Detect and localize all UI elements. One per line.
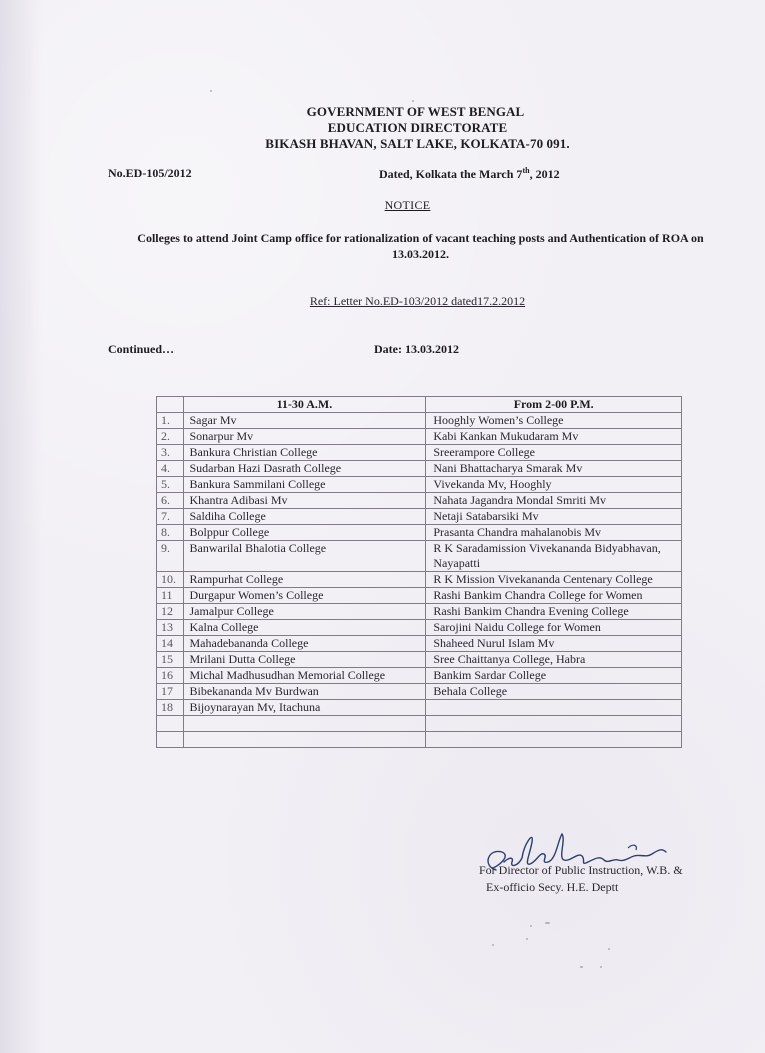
serial-number-cell: 7. [157,509,184,525]
table-row [157,604,682,620]
morning-college-cell: Rampurhat College [183,572,426,588]
serial-number-cell: 13 [157,620,184,636]
schedule-table-body [157,413,682,748]
signature-designation: For Director of Public Instruction, W.B. & [479,863,683,877]
serial-number-cell: 2. [157,429,184,445]
table-row [157,716,682,732]
morning-college-cell: Bankura Christian College [183,445,426,461]
afternoon-college-cell: Nani Bhattacharya Smarak Mv [426,461,682,477]
paper-speck [608,948,610,950]
morning-college-cell: Jamalpur College [183,604,426,620]
serial-number-cell: 12 [157,604,184,620]
morning-college-cell: Kalna College [183,620,426,636]
paper-speck [526,938,528,940]
table-row [157,572,682,588]
morning-college-cell: Bolppur College [183,525,426,541]
morning-college-cell: Mahadebananda College [183,636,426,652]
serial-number-cell: 3. [157,445,184,461]
morning-college-cell: Saldiha College [183,509,426,525]
notice-subject: Colleges to attend Joint Camp office for rationalization of vacant teaching posts and Authentication of ROA on 13.03.2012. [137,231,704,261]
table-row [157,461,682,477]
afternoon-college-cell: Behala College [426,684,682,700]
header-serial [157,397,184,413]
serial-number-cell: 9. [157,541,184,572]
paper-speck [600,966,602,968]
morning-college-cell: Michal Madhusudhan Memorial College [183,668,426,684]
morning-college-cell [183,732,426,748]
morning-college-cell: Bibekananda Mv Burdwan [183,684,426,700]
serial-number-cell: 16 [157,668,184,684]
afternoon-college-cell: R K Mission Vivekananda Centenary College [426,572,682,588]
paper-speck [492,944,494,946]
serial-number-cell: 5. [157,477,184,493]
memo-date-prefix: Dated, Kolkata the March 7 [379,167,523,181]
serial-number-cell: 15 [157,652,184,668]
serial-number-cell: 6. [157,493,184,509]
morning-college-cell: Durgapur Women’s College [183,588,426,604]
serial-number-cell: 17 [157,684,184,700]
morning-college-cell: Bijoynarayan Mv, Itachuna [183,700,426,716]
serial-number-cell: 8. [157,525,184,541]
morning-college-cell: Bankura Sammilani College [183,477,426,493]
scan-shadow [0,0,42,1053]
afternoon-college-cell [426,732,682,748]
afternoon-college-cell: Vivekanda Mv, Hooghly [426,477,682,493]
paper-speck [530,925,532,927]
memo-date [379,166,560,182]
table-row [157,477,682,493]
morning-college-cell: Sudarban Hazi Dasrath College [183,461,426,477]
table-row [157,509,682,525]
table-row [157,588,682,604]
morning-college-cell: Banwarilal Bhalotia College [183,541,426,572]
table-row [157,541,682,572]
table-row [157,445,682,461]
afternoon-college-cell: Rashi Bankim Chandra College for Women [426,588,682,604]
paper-speck [580,966,583,968]
table-row [157,732,682,748]
reference-letter: Ref: Letter No.ED-103/2012 dated17.2.2012 [309,294,526,308]
memo-date-suffix: , 2012 [529,167,560,181]
header-line-address: BIKASH BHAVAN, SALT LAKE, KOLKATA-70 091. [265,136,570,151]
morning-college-cell: Sonarpur Mv [183,429,426,445]
table-row [157,413,682,429]
morning-college-cell [183,716,426,732]
serial-number-cell: 18 [157,700,184,716]
table-row [157,668,682,684]
signature-office: Ex-officio Secy. H.E. Deptt [486,880,619,894]
table-row [157,429,682,445]
afternoon-college-cell: Nahata Jagandra Mondal Smriti Mv [426,493,682,509]
afternoon-college-cell: Prasanta Chandra mahalanobis Mv [426,525,682,541]
serial-number-cell [157,732,184,748]
paper-speck [412,100,414,102]
table-row [157,525,682,541]
afternoon-college-cell: Rashi Bankim Chandra Evening College [426,604,682,620]
morning-college-cell: Mrilani Dutta College [183,652,426,668]
afternoon-college-cell: Sarojini Naidu College for Women [426,620,682,636]
continued-label: Continued… [108,342,175,356]
afternoon-college-cell: Shaheed Nurul Islam Mv [426,636,682,652]
header-line-directorate: EDUCATION DIRECTORATE [327,120,508,135]
header-afternoon-slot: From 2-00 P.M. [426,397,682,413]
serial-number-cell [157,716,184,732]
camp-date: Date: 13.03.2012 [374,342,459,356]
table-row [157,652,682,668]
memo-number: No.ED-105/2012 [108,166,192,180]
afternoon-college-cell: R K Saradamission Vivekananda Bidyabhavan, Nayapatti [426,541,682,572]
table-row [157,636,682,652]
serial-number-cell: 10. [157,572,184,588]
header-morning-slot: 11-30 A.M. [183,397,426,413]
memo-date-superscript: th [522,166,530,175]
serial-number-cell: 1. [157,413,184,429]
afternoon-college-cell: Hooghly Women’s College [426,413,682,429]
morning-college-cell: Khantra Adibasi Mv [183,493,426,509]
header-line-government: GOVERNMENT OF WEST BENGAL [306,104,525,119]
schedule-table-wrapper [156,396,682,748]
serial-number-cell: 4. [157,461,184,477]
afternoon-college-cell: Kabi Kankan Mukudaram Mv [426,429,682,445]
paper-speck [210,90,212,92]
table-header-row [157,397,682,413]
table-row [157,700,682,716]
afternoon-college-cell: Bankim Sardar College [426,668,682,684]
serial-number-cell: 14 [157,636,184,652]
schedule-table [156,396,682,748]
afternoon-college-cell [426,716,682,732]
morning-college-cell: Sagar Mv [183,413,426,429]
afternoon-college-cell: Sree Chaittanya College, Habra [426,652,682,668]
afternoon-college-cell: Netaji Satabarsiki Mv [426,509,682,525]
notice-heading: NOTICE [384,198,431,212]
serial-number-cell: 11 [157,588,184,604]
paper-speck [545,922,550,924]
afternoon-college-cell [426,700,682,716]
table-row [157,620,682,636]
afternoon-college-cell: Sreerampore College [426,445,682,461]
table-row [157,493,682,509]
table-row [157,684,682,700]
